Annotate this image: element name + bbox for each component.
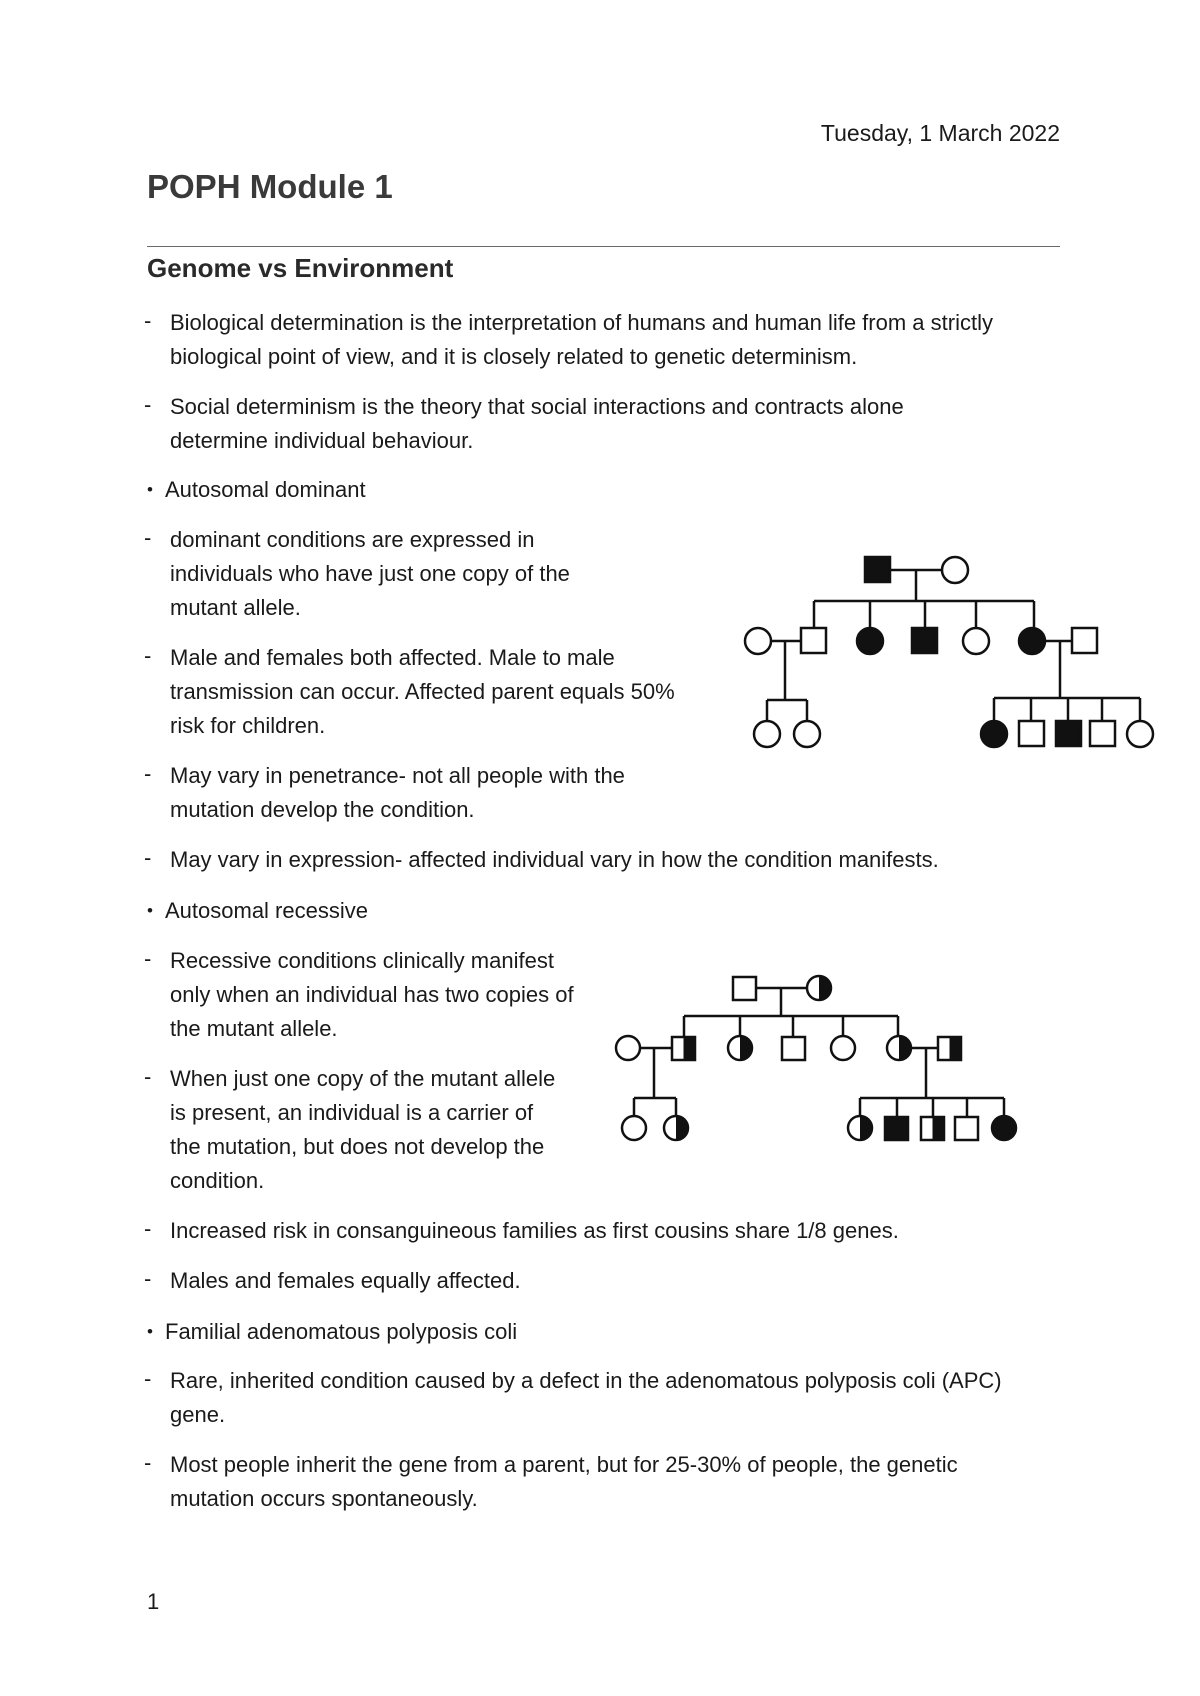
list-item-equally-affected	[144, 1264, 1047, 1298]
affected-female-symbol	[857, 628, 883, 654]
dash-marker: -	[144, 1064, 152, 1089]
document-date: Tuesday, 1 March 2022	[820, 120, 1060, 146]
list-item-text: May vary in penetrance- not all people with the mutation develop the condition.	[170, 763, 625, 822]
dash-marker: -	[144, 845, 152, 870]
unaffected-female-symbol	[622, 1116, 646, 1140]
list-item-both-sexes-affected	[144, 641, 677, 743]
title-divider	[147, 246, 1060, 247]
list-item-text: Autosomal dominant	[165, 477, 366, 502]
dash-marker: -	[144, 308, 152, 333]
list-item-text: Increased risk in consanguineous families as first cousins share 1/8 genes.	[170, 1218, 899, 1243]
dash-marker: -	[144, 392, 152, 417]
list-item-text: Males and females equally affected.	[170, 1268, 521, 1293]
affected-male-symbol	[1056, 721, 1081, 746]
document-title: POPH Module 1	[147, 168, 393, 205]
unaffected-male-symbol	[733, 977, 756, 1000]
carrier-female-symbol	[728, 1036, 752, 1060]
list-item-penetrance	[144, 759, 677, 827]
list-item-carrier	[144, 1062, 567, 1198]
affected-female-symbol	[1019, 628, 1045, 654]
recessive-pedigree-lines	[634, 988, 1004, 1116]
dash-marker: -	[144, 761, 152, 786]
affected-male-symbol	[885, 1117, 908, 1140]
list-item-text: Autosomal recessive	[165, 898, 368, 923]
unaffected-male-symbol	[1072, 628, 1097, 653]
dash-marker: -	[144, 1216, 152, 1241]
affected-female-symbol	[992, 1116, 1016, 1140]
affected-female-symbol	[981, 721, 1007, 747]
carrier-female-symbol	[848, 1116, 872, 1140]
unaffected-female-symbol	[942, 557, 968, 583]
dash-marker: -	[144, 1266, 152, 1291]
list-item-text: Rare, inherited condition caused by a defect in the adenomatous polyposis coli (APC) gene.	[170, 1368, 1002, 1427]
bullet-marker: •	[147, 1322, 153, 1341]
list-item-text: Male and females both affected. Male to male transmission can occur. Affected parent equals 50% risk for children.	[170, 645, 675, 738]
dash-marker: -	[144, 946, 152, 971]
list-item-autosomal-dominant	[147, 473, 747, 507]
unaffected-female-symbol	[754, 721, 780, 747]
dominant-pedigree-lines	[767, 570, 1140, 720]
unaffected-male-symbol	[1090, 721, 1115, 746]
list-item-autosomal-recessive	[147, 894, 747, 928]
list-item-text: Social determinism is the theory that social interactions and contracts alone determine individual behaviour.	[170, 394, 904, 453]
dash-marker: -	[144, 1366, 152, 1391]
list-item-text: When just one copy of the mutant allele is present, an individual is a carrier of the mutation, but does not develop the condition.	[170, 1066, 556, 1193]
unaffected-male-symbol	[782, 1037, 805, 1060]
dash-marker: -	[144, 1450, 152, 1475]
list-item-text: Most people inherit the gene from a parent, but for 25-30% of people, the genetic mutation occurs spontaneously.	[170, 1452, 958, 1511]
dominant-pedigree-symbols	[745, 557, 1153, 747]
list-item-text: Familial adenomatous polyposis coli	[165, 1319, 518, 1344]
list-item-apc-gene	[144, 1364, 1047, 1432]
list-item-text: dominant conditions are expressed in individuals who have just one copy of the mutant allele.	[170, 527, 570, 620]
carrier-male-symbol	[672, 1037, 695, 1060]
affected-male-symbol	[865, 557, 890, 582]
dash-marker: -	[144, 525, 152, 550]
bullet-marker: •	[147, 901, 153, 920]
unaffected-female-symbol	[963, 628, 989, 654]
page-number: 1	[147, 1589, 160, 1614]
unaffected-male-symbol	[801, 628, 826, 653]
list-item-expression	[144, 843, 1047, 877]
section-heading: Genome vs Environment	[147, 253, 454, 283]
carrier-male-symbol	[921, 1117, 944, 1140]
list-item-text: May vary in expression- affected individual vary in how the condition manifests.	[170, 847, 939, 872]
bullet-marker: •	[147, 480, 153, 499]
affected-male-symbol	[912, 628, 937, 653]
unaffected-female-symbol	[831, 1036, 855, 1060]
unaffected-female-symbol	[794, 721, 820, 747]
unaffected-female-symbol	[1127, 721, 1153, 747]
list-item-spontaneous	[144, 1448, 1047, 1516]
list-item-text: Biological determination is the interpretation of humans and human life from a strictly biological point of view, and it is closely related to genetic determinism.	[170, 310, 993, 369]
unaffected-female-symbol	[616, 1036, 640, 1060]
unaffected-male-symbol	[955, 1117, 978, 1140]
carrier-female-symbol	[664, 1116, 688, 1140]
list-item-recessive-manifest	[144, 944, 577, 1046]
recessive-pedigree-symbols	[616, 976, 1016, 1140]
list-item-fap	[147, 1315, 747, 1349]
carrier-female-symbol	[807, 976, 831, 1000]
list-item-dominant-expression	[144, 523, 627, 625]
list-item-text: Recessive conditions clinically manifest only when an individual has two copies of the mutant allele.	[170, 948, 574, 1041]
carrier-female-symbol	[887, 1036, 911, 1060]
unaffected-female-symbol	[745, 628, 771, 654]
list-item-consanguineous	[144, 1214, 1047, 1248]
dash-marker: -	[144, 643, 152, 668]
list-item-social-determinism	[144, 390, 997, 458]
list-item-biological-determination	[144, 306, 1047, 374]
unaffected-male-symbol	[1019, 721, 1044, 746]
carrier-male-symbol	[938, 1037, 961, 1060]
